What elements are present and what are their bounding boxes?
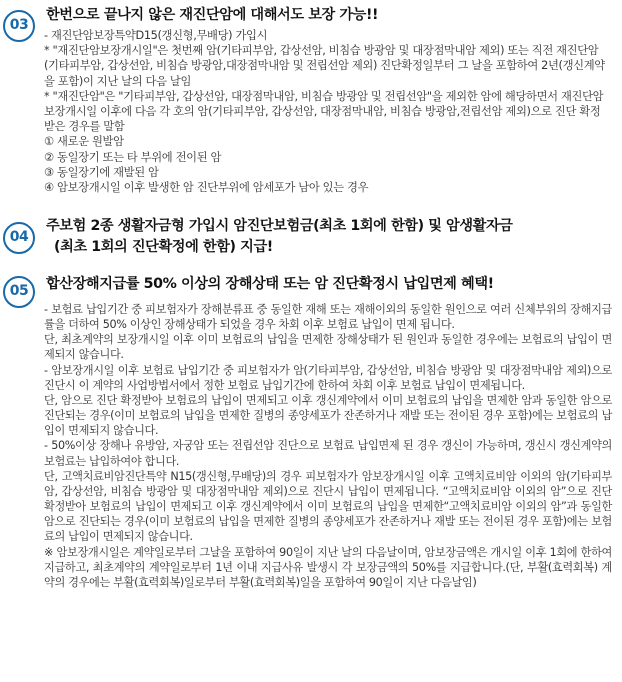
section-03 <box>0 4 622 210</box>
body-line: - 재진단암보장특약D15(갱신형,무배당) 가입시 <box>44 29 268 42</box>
section-title: 합산장해지급률 50% 이상의 장해상태 또는 암 진단확정시 납입면제 혜택! <box>46 276 494 292</box>
section-number-badge: 03 <box>3 10 35 42</box>
section-number-badge: 05 <box>3 276 35 308</box>
section-number-badge: 04 <box>3 222 35 254</box>
section-05 <box>0 272 622 680</box>
section-body <box>44 302 612 590</box>
body-paragraph: 단, 최초계약의 보장개시일 이후 이미 보험료의 납입을 면제한 장해상태가 된 원인과 동일한 경우에는 보험료의 납입이 면제되지 않습니다. <box>44 333 612 362</box>
body-paragraph: - 50%이상 장해나 유방암, 자궁암 또는 전립선암 진단으로 보험료 납입면제 된 경우 갱신이 가능하며, 갱신시 갱신계약의 보험료는 납입하여야 합니다. <box>44 439 612 468</box>
section-title: 한번으로 끝나지 않은 재진단암에 대해서도 보장 가능!! <box>46 7 379 23</box>
section-title <box>46 216 618 258</box>
body-line: ③ 동일장기에 재발된 암 <box>44 165 159 179</box>
body-paragraph: 단, 암으로 진단 확정받아 보험료의 납입이 면제되고 이후 갱신계약에서 이미 보험료의 납입을 면제한 암과 동일한 암으로 진단되는 경우(이미 보험료의 납입을 면제한 질병의 종양세포가 잔존하거나 재발 또는 전이된 경우 포함)에는 보험료의 납입이 면제되지 않습니다. <box>44 393 612 438</box>
body-paragraph: - 암보장개시일 이후 보험료 납입기간 중 피보험자가 암(기타피부암, 갑상선암, 비침습 방광암 및 대장점막내암 제외)으로 진단시 이 계약의 사업방법서에서 정한 보험료 납입기간에 한하여 차회 이후 보험료 납입이 면제됩니다. <box>44 363 612 392</box>
body-paragraph: ※ 암보장개시일은 계약일로부터 그날을 포함하여 90일이 지난 날의 다음날이며, 암보장금액은 개시일 이후 1회에 한하여 지급하고, 최초계약의 계약일로부터 1년 이내 지급사유 발생시 각 보장금액의 50%를 지급합니다.(단, 부활(효력회복) 계약의 경우에는 부활(효력회복)일로부터 부활(효력회복)일을 포함하여 90일이 지난 다음날임) <box>44 545 612 589</box>
section-body <box>44 28 612 195</box>
body-line: ② 동일장기 또는 타 부위에 전이된 암 <box>44 150 222 164</box>
section-title-line: (최초 1회의 진단확정에 한함) 지급! <box>54 239 273 255</box>
body-paragraph: - 보험료 납입기간 중 피보험자가 장해분류표 중 동일한 재해 또는 재해이외의 동일한 원인으로 여러 신체부위의 장해지급률을 더하여 50% 이상인 장해상태가 되었을 경우 차회 이후 보험료 납입이 면제 됩니다. <box>44 303 612 332</box>
body-paragraph: 단, 고액치료비암진단특약 N15(갱신형,무배당)의 경우 피보험자가 암보장개시일 이후 고액치료비암 이외의 암(기타피부암, 갑상선암, 비침습 방광암 및 대장점막내암 제외)으로 진단시 납입이 면제됩니다. “고액치료비암 이외의 암”으로 진단 확정받아 보험료의 납입이 면제되고 이후 갱신계약에서 이미 보험료의 납입을 면제한“고액치료비암 이외의 암”과 동일한 암으로 진단되는 경우(이미 보험료의 납입을 면제한 질병의 종양세포가 잔존하거나 재발 또는 전이된 경우 포함)에는 보험료의 납입이 면제되지 않습니다. <box>44 469 612 544</box>
body-line: ④ 암보장개시일 이후 발생한 암 진단부위에 암세포가 남아 있는 경우 <box>44 181 369 195</box>
body-line: * "재진단암보장개시일"은 첫번째 암(기타피부암, 갑상선암, 비침습 방광암 및 대장점막내암 제외) 또는 직전 재진단암(기타피부암, 갑상선암, 비침습 방광암,대장점막내암 및 전립선암 제외) 진단확정일부터 그 날을 포함하여 2년(갱신계약을 포함)이 지난 날의 다음 날임 <box>44 44 605 88</box>
body-line: * "재진단암"은 "기타피부암, 갑상선암, 대장점막내암, 비침습 방광암 및 전립선암"을 제외한 암에 해당하면서 재진단암 보장개시일 이후에 다음 각 호의 암(기타피부암, 갑상선암, 대장점막내암, 비침습 방광암,전립선암 제외)으로 진단 확정 받은 경우를 말함 <box>44 89 604 134</box>
body-line: ① 새로운 원발암 <box>44 135 124 149</box>
section-title-line: 주보험 2종 생활자금형 가입시 암진단보험금(최초 1회에 한함) 및 암생활자금 <box>46 218 513 234</box>
section-04 <box>0 214 622 264</box>
